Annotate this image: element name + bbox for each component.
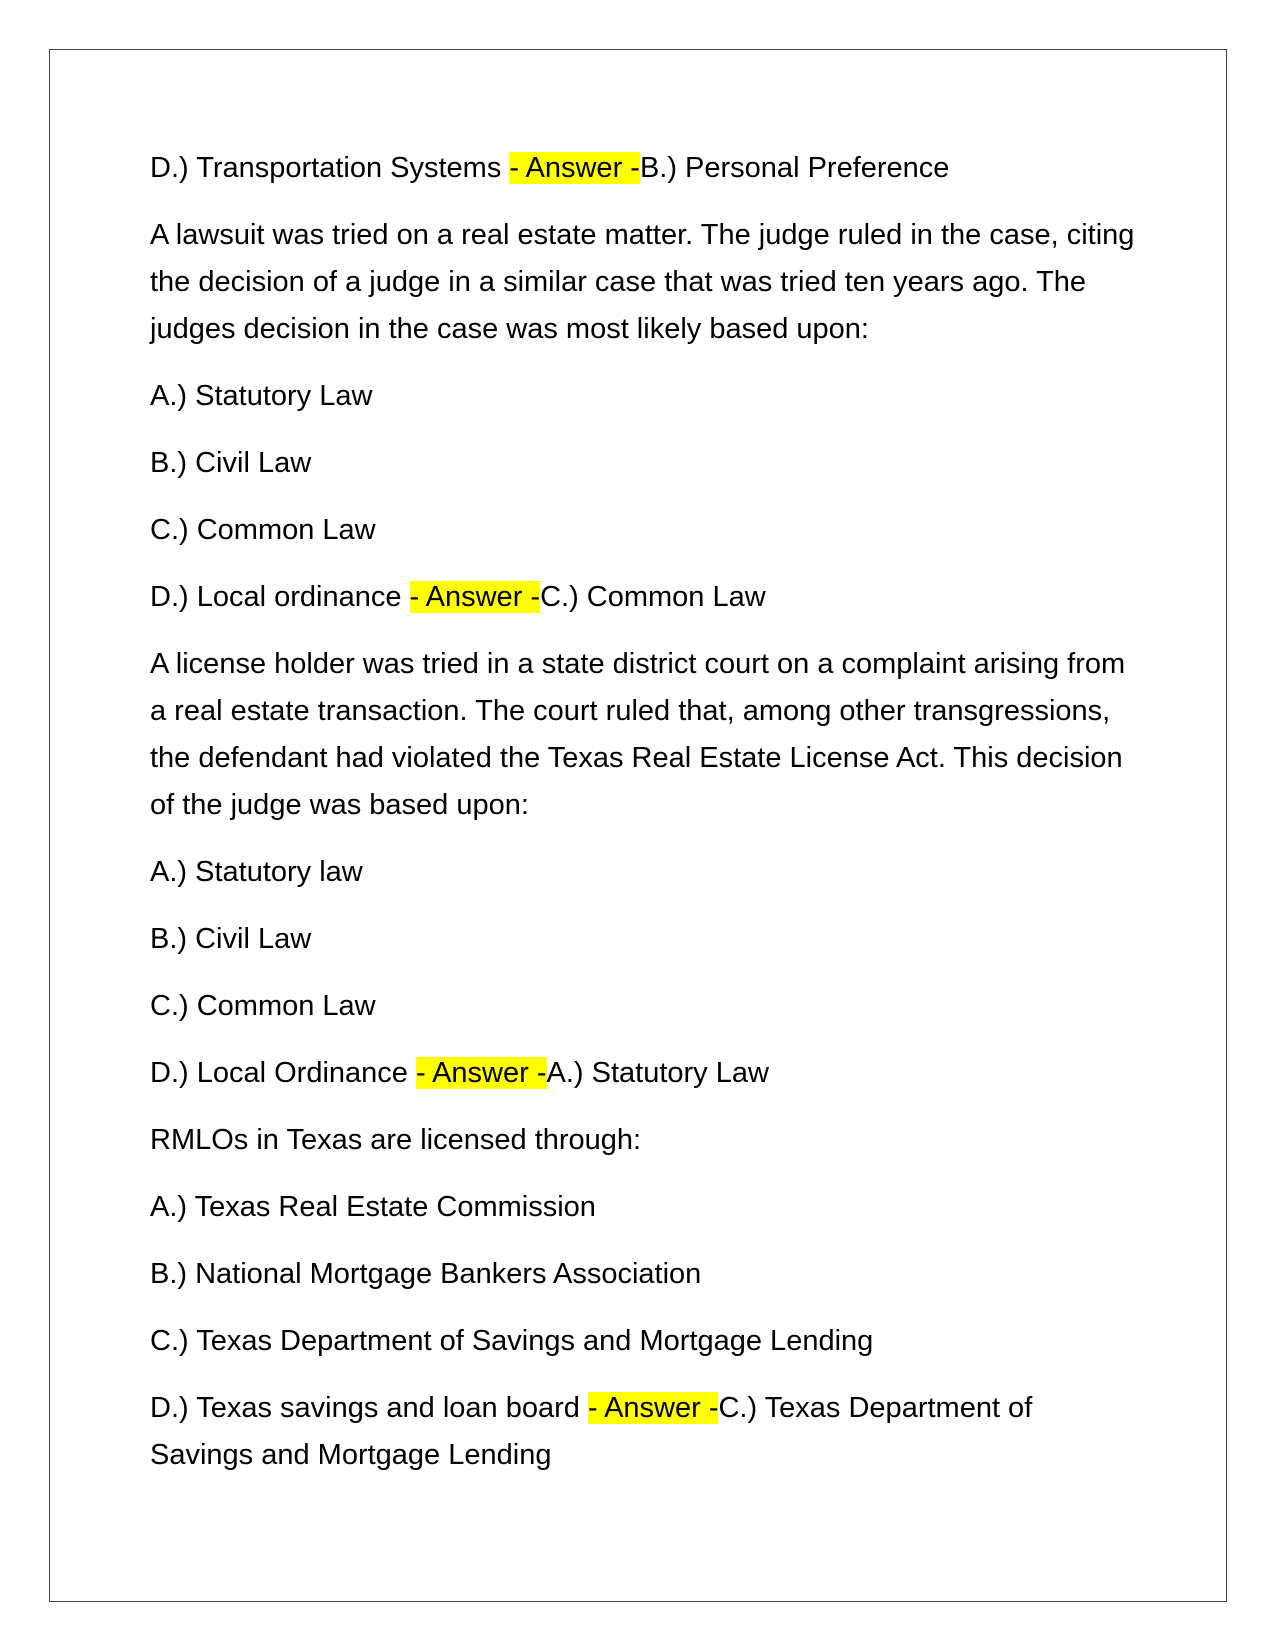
line-text: C.) Common Law: [150, 514, 376, 546]
line-text: A lawsuit was tried on a real estate matter. The judge ruled in the case, citing the decision of a judge in a similar case that was tried ten years ago. The judges decision in the case was most likely based upon:: [150, 219, 1135, 345]
line-text: A.) Statutory Law: [150, 380, 373, 412]
answer-line: [150, 1050, 1140, 1097]
option-a: [150, 1184, 1140, 1231]
line-text: B.) National Mortgage Bankers Association: [150, 1258, 702, 1290]
answer-text: C.) Common Law: [540, 581, 766, 613]
answer-line: [150, 1385, 1140, 1479]
question-text: [150, 1117, 1140, 1164]
line-text: A.) Texas Real Estate Commission: [150, 1191, 596, 1223]
answer-text: B.) Personal Preference: [639, 152, 950, 184]
option-b: [150, 916, 1140, 963]
line-text: C.) Common Law: [150, 990, 376, 1022]
line-text: D.) Local ordinance: [150, 581, 410, 613]
option-c: [150, 1318, 1140, 1365]
line-text: D.) Texas savings and loan board: [150, 1392, 588, 1424]
answer-highlight: - Answer -: [415, 1057, 547, 1089]
answer-highlight: - Answer -: [409, 581, 541, 613]
option-a: [150, 373, 1140, 420]
option-c: [150, 507, 1140, 554]
document-body: [150, 145, 1140, 1499]
answer-line: [150, 574, 1140, 621]
line-text: RMLOs in Texas are licensed through:: [150, 1124, 642, 1156]
answer-highlight: - Answer -: [509, 152, 640, 184]
answer-highlight: - Answer -: [587, 1392, 719, 1424]
question-text: [150, 212, 1140, 353]
answer-line: [150, 145, 1140, 192]
line-text: B.) Civil Law: [150, 447, 312, 479]
line-text: D.) Local Ordinance: [150, 1057, 416, 1089]
line-text: D.) Transportation Systems: [150, 152, 510, 184]
answer-text: C.) Texas Department of Savings and Mortgage Lending: [150, 1392, 1033, 1471]
option-c: [150, 983, 1140, 1030]
question-text: [150, 641, 1140, 829]
line-text: A license holder was tried in a state district court on a complaint arising from a real estate transaction. The court ruled that, among other transgressions, the defendant had violated the Texas Real Estate License Act. This decision of the judge was based upon:: [150, 648, 1126, 821]
line-text: B.) Civil Law: [150, 923, 312, 955]
option-a: [150, 849, 1140, 896]
answer-text: A.) Statutory Law: [546, 1057, 769, 1089]
option-b: [150, 1251, 1140, 1298]
option-b: [150, 440, 1140, 487]
line-text: A.) Statutory law: [150, 856, 363, 888]
line-text: C.) Texas Department of Savings and Mortgage Lending: [150, 1325, 874, 1357]
